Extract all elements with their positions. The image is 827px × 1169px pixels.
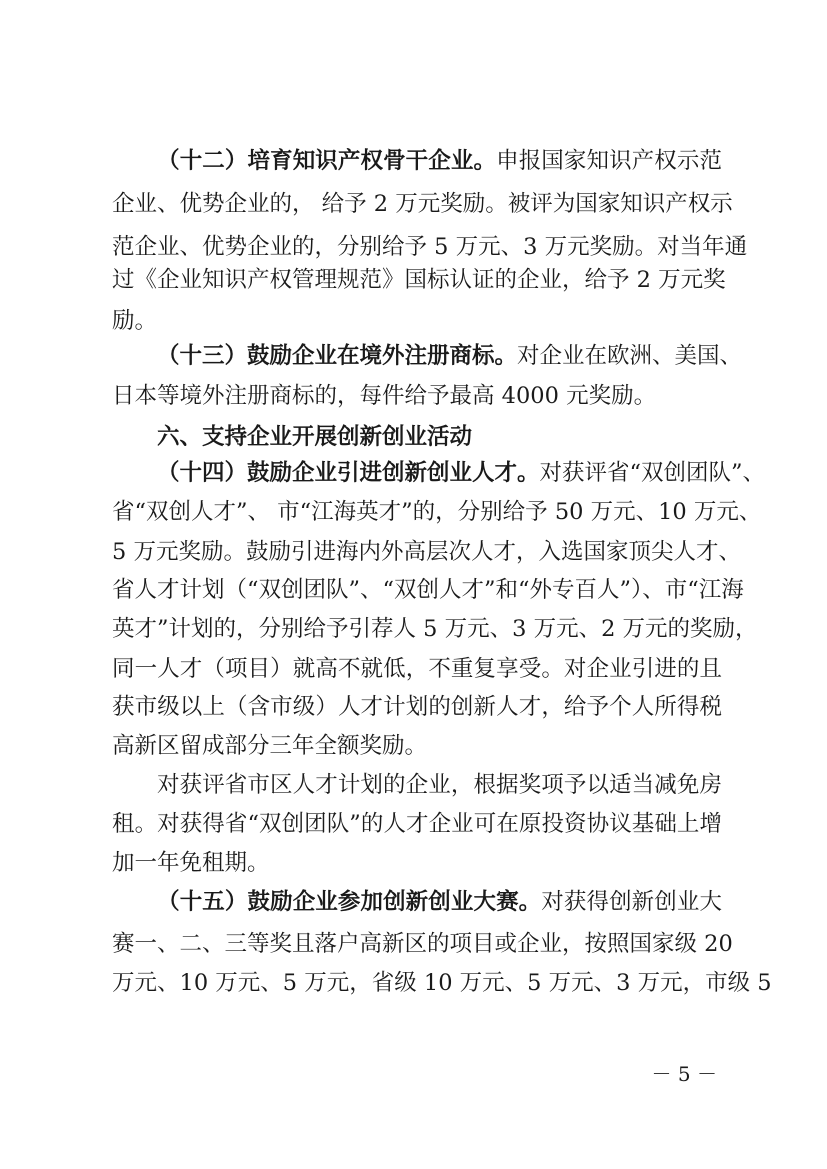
paragraph-12-line-5: 励。 [112,308,158,334]
paragraph-12-line-3: 范企业、优势企业的，分别给予 5 万元、3 万元奖励。对当年通 [112,234,748,260]
section-6-title: 六、支持企业开展创新创业活动 [157,424,473,450]
paragraph-14-heading: （十四）鼓励企业引进创新创业人才。 [157,460,540,486]
paragraph-14-line-1 [112,458,766,488]
paragraph-14b-line-3: 加一年免租期。 [112,850,270,876]
page-number: － 5 － [651,1062,717,1086]
paragraph-15-line-2: 赛一、二、三等奖且落户高新区的项目或企业，按照国家级 20 [112,931,733,957]
paragraph-14-line-5: 英才”计划的，分别给予引荐人 5 万元、3 万元、2 万元的奖励， [112,616,758,642]
paragraph-12-line-4: 过《企业知识产权管理规范》国标认证的企业，给予 2 万元奖 [112,267,726,293]
paragraph-13-text: 对企业在欧洲、美国、 [517,343,743,369]
paragraph-14-line-4: 省人才计划（“双创团队”、“双创人才”和“外专百人”）、市“江海 [112,577,744,603]
paragraph-12-line-1 [112,146,722,176]
paragraph-13-line-2: 日本等境外注册商标的，每件给予最高 4000 元奖励。 [112,383,657,409]
paragraph-12-heading: （十二）培育知识产权骨干企业。 [157,148,497,174]
paragraph-14-line-3: 5 万元奖励。鼓励引进海内外高层次人才，入选国家顶尖人才、 [112,539,741,565]
paragraph-14b-line-2: 租。对获得省“双创团队”的人才企业可在原投资协议基础上增 [112,811,722,837]
paragraph-13-line-1 [112,341,743,371]
paragraph-12-text: 申报国家知识产权示范 [496,148,722,174]
paragraph-12-line-2: 企业、优势企业的， 给予 2 万元奖励。被评为国家知识产权示 [112,191,733,217]
section-6-heading [157,422,722,452]
paragraph-14-line-7: 获市级以上（含市级）人才计划的创新人才，给予个人所得税 [112,694,722,720]
paragraph-15-heading: （十五）鼓励企业参加创新创业大赛。 [157,889,542,915]
paragraph-15-line-1 [112,887,722,917]
paragraph-14-line-2: 省“双创人才”、 市“江海英才”的，分别给予 50 万元、10 万元、 [112,499,762,525]
paragraph-14b-line-1: 对获评省市区人才计划的企业，根据奖项予以适当减免房 [157,772,722,798]
paragraph-15-text: 对获得创新创业大 [541,889,722,915]
paragraph-14-line-8: 高新区留成部分三年全额奖励。 [112,733,428,759]
paragraph-14-line-6: 同一人才（项目）就高不就低，不重复享受。对企业引进的且 [112,656,722,682]
paragraph-14-text: 对获评省“双创团队”、 [539,460,766,486]
paragraph-13-heading: （十三）鼓励企业在境外注册商标。 [157,343,518,369]
paragraph-15-line-3: 万元、10 万元、5 万元，省级 10 万元、5 万元、3 万元，市级 5 [112,970,772,996]
